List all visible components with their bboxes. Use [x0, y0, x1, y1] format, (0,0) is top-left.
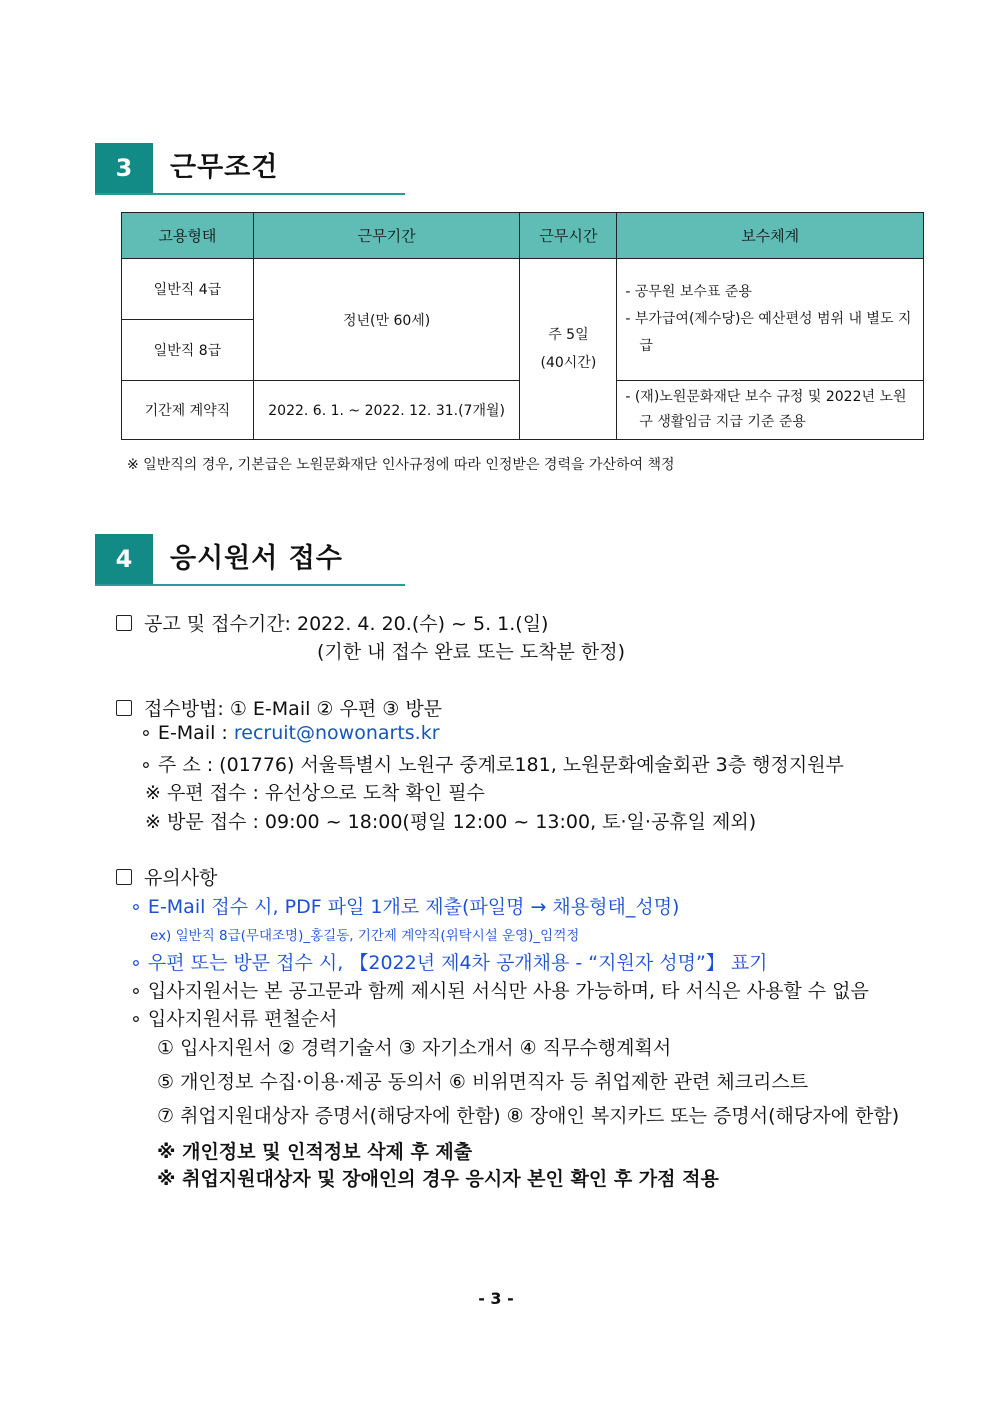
- notes-heading: [116, 863, 217, 890]
- employment-type-cell: 일반직 8급: [122, 320, 254, 381]
- section-4-title: 응시원서 접수: [170, 543, 343, 574]
- work-hours-total: (40시간): [540, 355, 597, 371]
- post-note: ※ 우편 접수 : 유선상으로 도착 확인 필수: [145, 782, 485, 804]
- work-hours-days: 주 5일: [548, 327, 589, 343]
- order-label: ∘ 입사지원서류 편철순서: [130, 1008, 338, 1030]
- checkbox-square-icon: [116, 700, 132, 716]
- post-rule: ∘ 우편 또는 방문 접수 시, 【2022년 제4차 공개채용 - “지원자 성명”】 표기: [130, 952, 768, 974]
- order-item: ⑦ 취업지원대상자 증명서(해당자에 한함) ⑧ 장애인 복지카드 또는 증명서(해당자에 한함): [157, 1105, 900, 1127]
- regular-period-cell: 정년(만 60세): [253, 259, 520, 381]
- period-sub: (기한 내 접수 완료 또는 도착분 한정): [317, 641, 626, 663]
- pay-contract-line: - (재)노원문화재단 보수 규정 및 2022년 노원구 생활임금 지급 기준 준용: [625, 389, 907, 430]
- table-header: 근무기간: [253, 213, 520, 259]
- employment-type-cell: 기간제 계약직: [122, 381, 254, 440]
- address-line: ∘ 주 소 : (01776) 서울특별시 노원구 중계로181, 노원문화예술회관 3층 행정지원부: [140, 754, 844, 776]
- application-method: [116, 694, 442, 721]
- email-example: ex) 일반직 8급(무대조명)_홍길동, 기간제 계약직(위탁시설 운영)_임꺽정: [150, 928, 580, 944]
- employment-type-cell: 일반직 4급: [122, 259, 254, 320]
- section-3-number: 3: [95, 143, 153, 193]
- pay-regular-line: - 부가급여(제수당)은 예산편성 범위 내 별도 지급: [625, 311, 912, 354]
- method-label: 접수방법: ① E-Mail ② 우편 ③ 방문: [144, 698, 443, 720]
- email-label: ∘ E-Mail :: [140, 722, 234, 744]
- table-header-row: [122, 213, 924, 259]
- table-header: 고용형태: [122, 213, 254, 259]
- section-3-title: 근무조건: [170, 152, 279, 183]
- checkbox-square-icon: [116, 615, 132, 631]
- contract-period-cell: 2022. 6. 1. ~ 2022. 12. 31.(7개월): [253, 381, 520, 440]
- section-3-header: [95, 143, 405, 195]
- email-rule: ∘ E-Mail 접수 시, PDF 파일 1개로 제출(파일명 → 채용형태_성명): [130, 896, 680, 918]
- order-item: ⑤ 개인정보 수집·이용·제공 동의서 ⑥ 비위면직자 등 취업제한 관련 체크리스트: [157, 1071, 809, 1093]
- section-4-header: [95, 534, 405, 586]
- checkbox-square-icon: [116, 869, 132, 885]
- table-row: [122, 259, 924, 320]
- work-conditions-table: [121, 212, 924, 440]
- order-item: ① 입사지원서 ② 경력기술서 ③ 자기소개서 ④ 직무수행계획서: [157, 1037, 672, 1059]
- pay-contract-cell: [617, 381, 924, 440]
- pay-regular-cell: [617, 259, 924, 381]
- page-number: - 3 -: [478, 1289, 514, 1308]
- visit-note: ※ 방문 접수 : 09:00 ~ 18:00(평일 12:00 ~ 13:00, 토·일·공휴일 제외): [145, 811, 757, 833]
- form-rule: ∘ 입사지원서는 본 공고문과 함께 제시된 서식만 사용 가능하며, 타 서식은 사용할 수 없음: [130, 980, 869, 1002]
- email-line: [140, 722, 440, 744]
- warning-note: ※ 개인정보 및 인적정보 삭제 후 제출: [157, 1141, 473, 1163]
- section-4-number: 4: [95, 534, 153, 584]
- pay-regular-line: - 공무원 보수표 준용: [625, 284, 752, 300]
- application-period: [116, 609, 548, 636]
- warning-note: ※ 취업지원대상자 및 장애인의 경우 응시자 본인 확인 후 가점 적용: [157, 1168, 719, 1190]
- table-header: 보수체계: [617, 213, 924, 259]
- period-label: 공고 및 접수기간: 2022. 4. 20.(수) ~ 5. 1.(일): [144, 613, 549, 635]
- work-hours-cell: [520, 259, 617, 440]
- email-link[interactable]: recruit@nowonarts.kr: [233, 722, 440, 744]
- table-header: 근무시간: [520, 213, 617, 259]
- section-3-note: ※ 일반직의 경우, 기본급은 노원문화재단 인사규정에 따라 인정받은 경력을 가산하여 책정: [127, 457, 675, 473]
- notes-label: 유의사항: [144, 867, 218, 889]
